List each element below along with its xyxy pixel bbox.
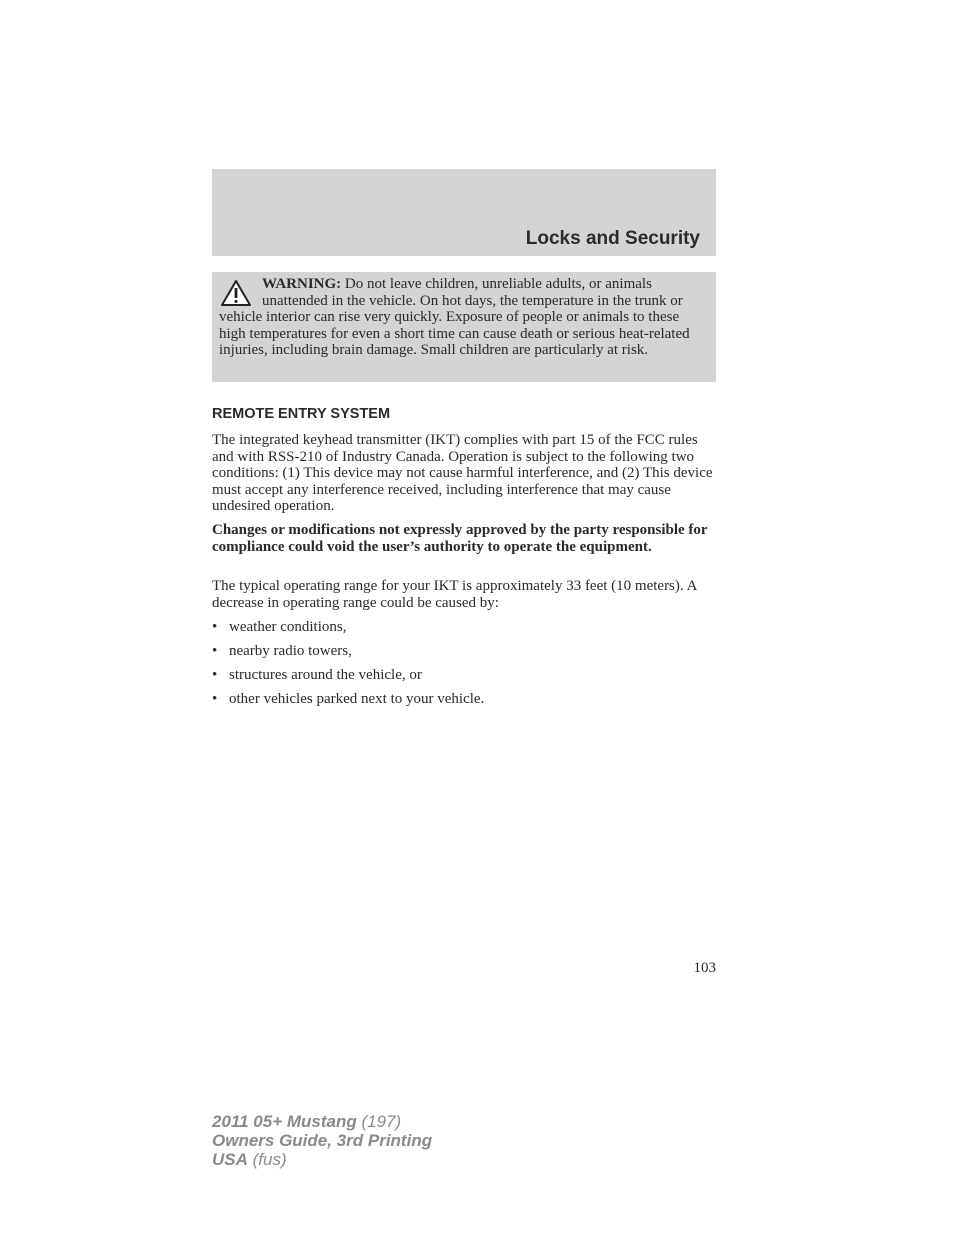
footer-edition: Owners Guide, 3rd Printing: [212, 1131, 433, 1150]
section-title: Locks and Security: [525, 228, 700, 249]
warning-text: Do not leave children, unreliable adults, or animals unattended in the vehicle. On hot days, the temperature in the trunk or vehicle interior can rise very quickly. Exposure of people or animals to these high temperatures for even a short time can cause death or serious heat-related injuries, including brain damage. Small children are particularly at risk.: [219, 276, 690, 359]
list-item-text: nearby radio towers,: [229, 642, 352, 659]
footer-model: 2011 05+ Mustang: [212, 1112, 357, 1131]
modification-notice-paragraph: Changes or modifications not expressly approved by the party responsible for compliance could void the user’s authority to operate the equipment.: [212, 522, 708, 555]
list-item: [212, 691, 484, 708]
footer-line-2: [212, 1131, 432, 1150]
warning-box: [212, 272, 716, 382]
ikt-compliance-paragraph: The integrated keyhead transmitter (IKT) complies with part 15 of the FCC rules and with RSS-210 of Industry Canada. Operation is subject to the following two conditions: (1) This device may not cause harmful interference, and (2) This device must accept any interference received, including interference that may cause undesired operation.: [212, 432, 713, 515]
operating-range-paragraph: The typical operating range for your IKT is approximately 33 feet (10 meters). A decrease in operating range could be caused by:: [212, 578, 697, 611]
list-item: [212, 619, 484, 636]
footer-line-1: [212, 1112, 432, 1131]
section-header-band: [212, 169, 716, 256]
list-item: [212, 667, 484, 684]
list-item-text: weather conditions,: [229, 619, 347, 635]
list-item-text: structures around the vehicle, or: [229, 666, 422, 683]
footer-model-code: (197): [361, 1112, 402, 1131]
range-factors-list: [212, 619, 484, 715]
page-number: 103: [693, 960, 716, 976]
bullet-icon: •: [212, 690, 218, 707]
list-item-text: other vehicles parked next to your vehicle.: [229, 690, 485, 707]
warning-label: WARNING:: [262, 276, 342, 292]
footer-market: USA: [212, 1150, 248, 1169]
document-footer: [212, 1112, 432, 1169]
warning-triangle-icon: [220, 279, 252, 307]
bullet-icon: •: [212, 642, 218, 659]
bullet-icon: •: [212, 666, 218, 683]
bullet-icon: •: [212, 619, 218, 635]
footer-market-code: (fus): [252, 1150, 287, 1169]
footer-line-3: [212, 1150, 432, 1169]
list-item: [212, 643, 484, 660]
section-heading: REMOTE ENTRY SYSTEM: [212, 406, 391, 422]
